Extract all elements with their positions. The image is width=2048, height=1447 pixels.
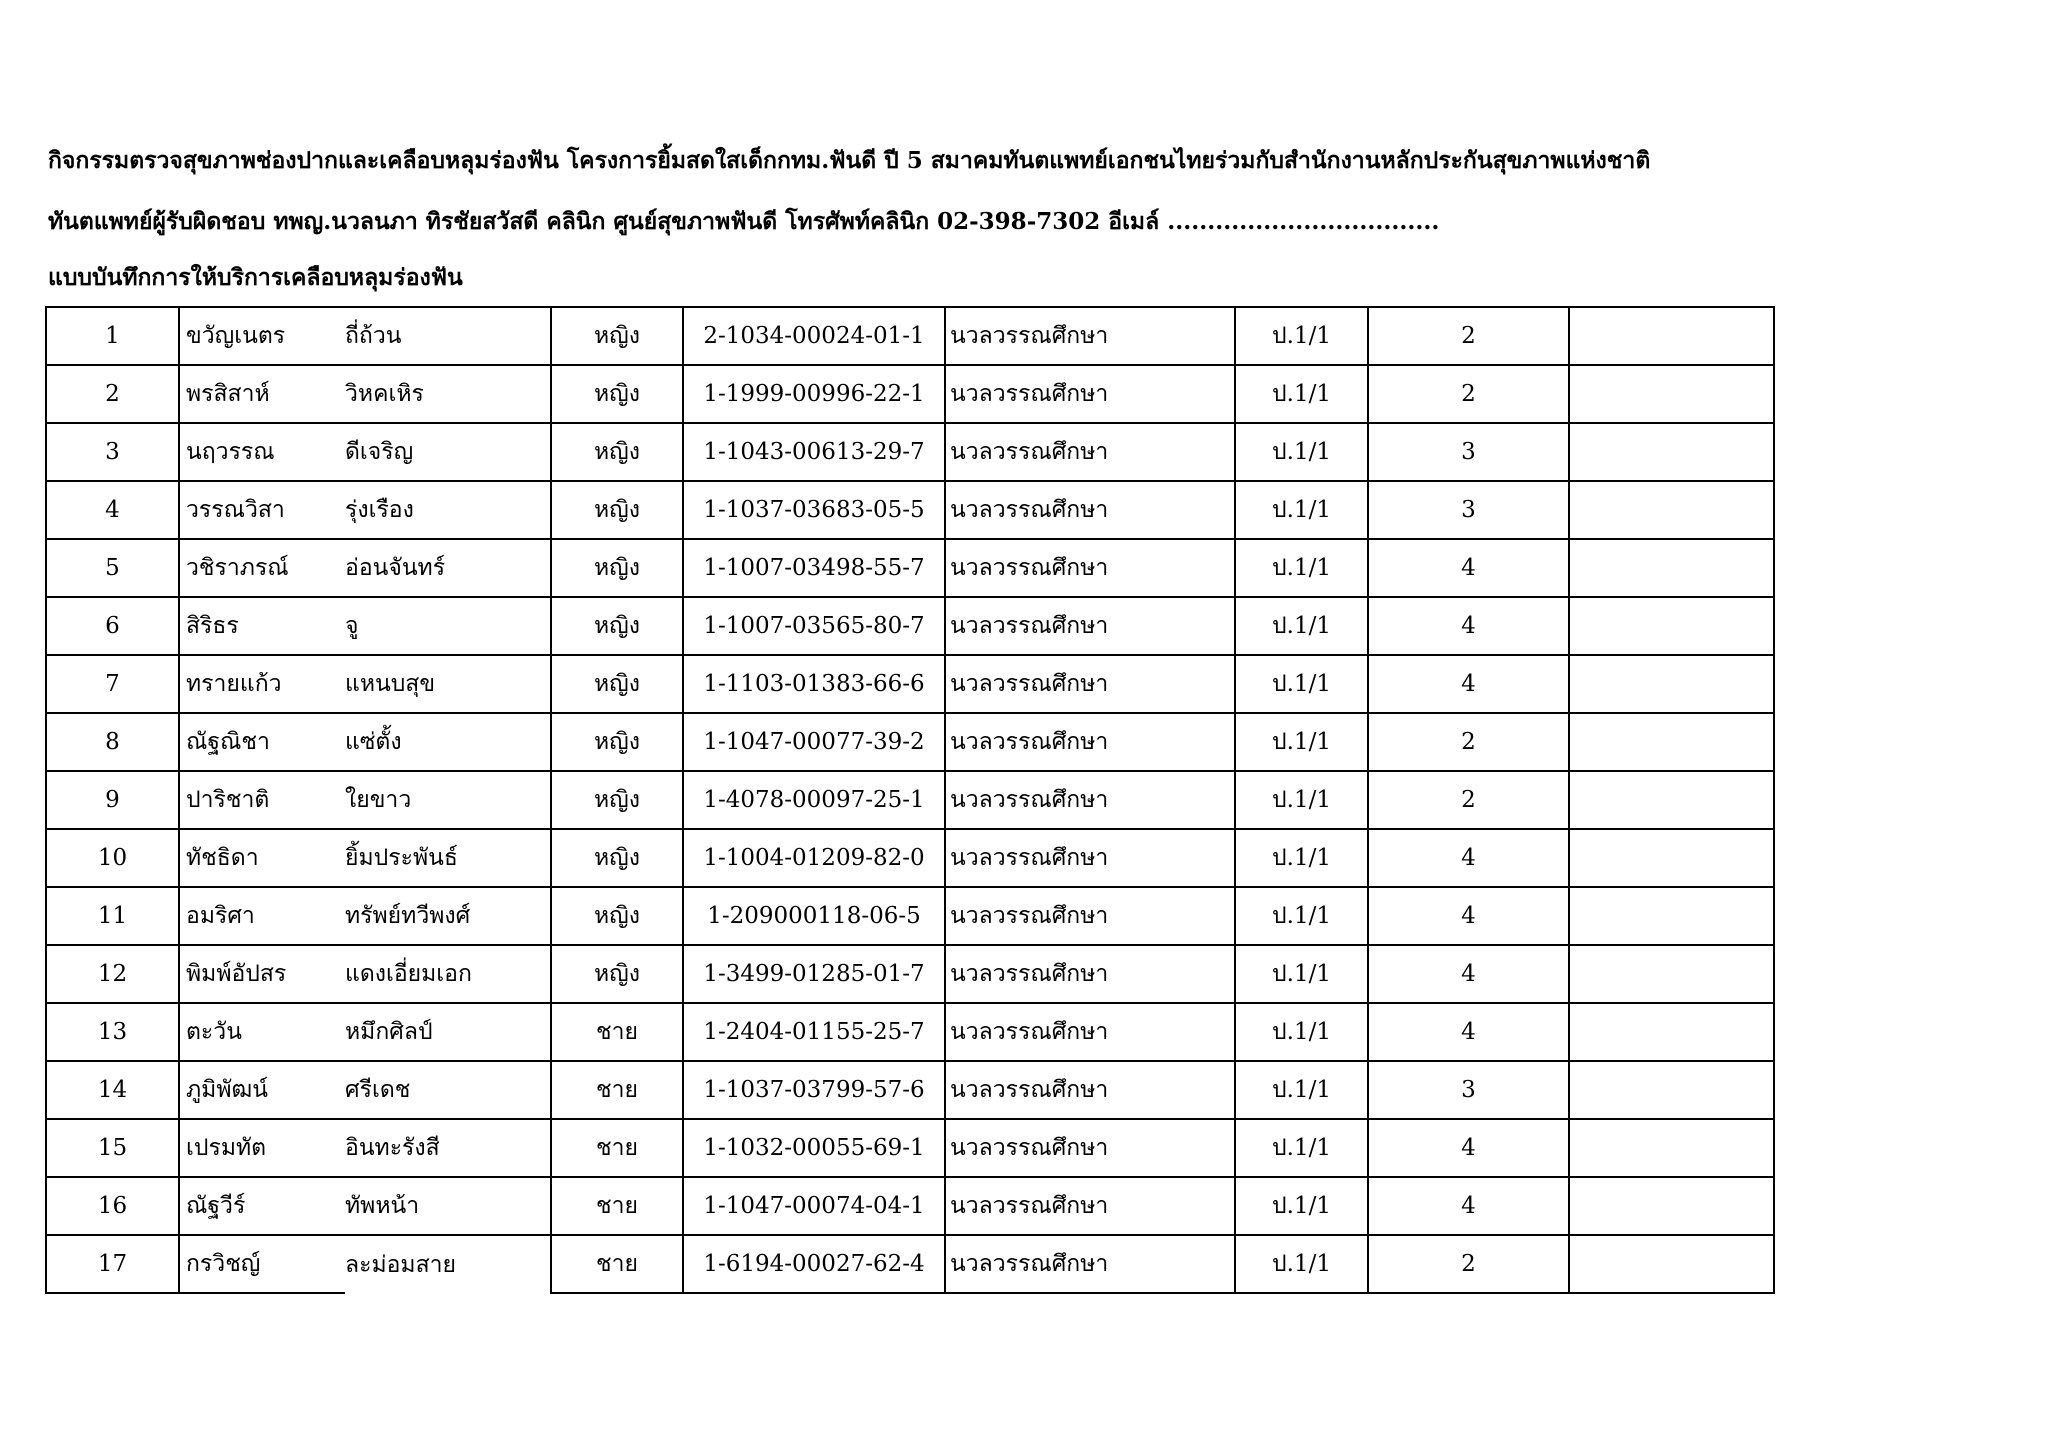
citizen-id-cell: 2-1034-00024-01-1 [683, 307, 945, 365]
score-cell: 4 [1368, 655, 1569, 713]
class-cell: ป.1/1 [1235, 945, 1368, 1003]
citizen-id-cell: 1-1007-03565-80-7 [683, 597, 945, 655]
row-number-cell: 11 [46, 887, 179, 945]
row-number-cell: 6 [46, 597, 179, 655]
last-name-cell: จู [345, 597, 551, 655]
last-name-cell: แหนบสุข [345, 655, 551, 713]
last-name-cell: แซ่ตั้ง [345, 713, 551, 771]
table-row [46, 713, 1774, 771]
school-cell: นวลวรรณศึกษา [945, 1003, 1235, 1061]
first-name-cell: ทรายแก้ว [179, 655, 345, 713]
school-cell: นวลวรรณศึกษา [945, 655, 1235, 713]
class-cell: ป.1/1 [1235, 1177, 1368, 1235]
first-name-cell: สิริธร [179, 597, 345, 655]
class-cell: ป.1/1 [1235, 365, 1368, 423]
note-cell [1569, 365, 1774, 423]
row-number-cell: 4 [46, 481, 179, 539]
note-cell [1569, 945, 1774, 1003]
gender-cell: หญิง [551, 423, 683, 481]
class-cell: ป.1/1 [1235, 1119, 1368, 1177]
last-name-cell: วิหคเหิร [345, 365, 551, 423]
gender-cell: หญิง [551, 539, 683, 597]
note-cell [1569, 1003, 1774, 1061]
school-cell: นวลวรรณศึกษา [945, 887, 1235, 945]
last-name-cell: หมึกศิลป์ [345, 1003, 551, 1061]
score-cell: 3 [1368, 423, 1569, 481]
citizen-id-cell: 1-209000118-06-5 [683, 887, 945, 945]
row-number-cell: 10 [46, 829, 179, 887]
row-number-cell: 12 [46, 945, 179, 1003]
score-cell: 3 [1368, 481, 1569, 539]
class-cell: ป.1/1 [1235, 307, 1368, 365]
citizen-id-cell: 1-1032-00055-69-1 [683, 1119, 945, 1177]
school-cell: นวลวรรณศึกษา [945, 1061, 1235, 1119]
table-row [46, 539, 1774, 597]
row-number-cell: 14 [46, 1061, 179, 1119]
gender-cell: ชาย [551, 1235, 683, 1293]
class-cell: ป.1/1 [1235, 771, 1368, 829]
gender-cell: หญิง [551, 597, 683, 655]
score-cell: 2 [1368, 307, 1569, 365]
gender-cell: หญิง [551, 307, 683, 365]
row-number-cell: 17 [46, 1235, 179, 1293]
first-name-cell: ทัชธิดา [179, 829, 345, 887]
score-cell: 4 [1368, 1119, 1569, 1177]
last-name-cell: ถี่ถ้วน [345, 307, 551, 365]
note-cell [1569, 887, 1774, 945]
gender-cell: หญิง [551, 771, 683, 829]
note-cell [1569, 481, 1774, 539]
row-number-cell: 1 [46, 307, 179, 365]
class-cell: ป.1/1 [1235, 1061, 1368, 1119]
citizen-id-cell: 1-1103-01383-66-6 [683, 655, 945, 713]
table-row [46, 945, 1774, 1003]
first-name-cell: ตะวัน [179, 1003, 345, 1061]
table-row [46, 1119, 1774, 1177]
table-row [46, 423, 1774, 481]
class-cell: ป.1/1 [1235, 655, 1368, 713]
citizen-id-cell: 1-6194-00027-62-4 [683, 1235, 945, 1293]
first-name-cell: ขวัญเนตร [179, 307, 345, 365]
school-cell: นวลวรรณศึกษา [945, 829, 1235, 887]
gender-cell: ชาย [551, 1003, 683, 1061]
note-cell [1569, 539, 1774, 597]
gender-cell: หญิง [551, 365, 683, 423]
score-cell: 4 [1368, 1177, 1569, 1235]
note-cell [1569, 771, 1774, 829]
first-name-cell: เปรมทัต [179, 1119, 345, 1177]
citizen-id-cell: 1-1004-01209-82-0 [683, 829, 945, 887]
first-name-cell: วรรณวิสา [179, 481, 345, 539]
row-number-cell: 5 [46, 539, 179, 597]
row-number-cell: 7 [46, 655, 179, 713]
row-number-cell: 15 [46, 1119, 179, 1177]
last-name-cell: ทัพหน้า [345, 1177, 551, 1235]
row-number-cell: 13 [46, 1003, 179, 1061]
class-cell: ป.1/1 [1235, 597, 1368, 655]
last-name-cell: ยิ้มประพันธ์ [345, 829, 551, 887]
table-row [46, 307, 1774, 365]
first-name-cell: นฤวรรณ [179, 423, 345, 481]
last-name-cell: ศรีเดช [345, 1061, 551, 1119]
last-name-cell: ดีเจริญ [345, 423, 551, 481]
school-cell: นวลวรรณศึกษา [945, 597, 1235, 655]
table-row [46, 481, 1774, 539]
class-cell: ป.1/1 [1235, 423, 1368, 481]
gender-cell: หญิง [551, 887, 683, 945]
note-cell [1569, 423, 1774, 481]
form-title: กิจกรรมตรวจสุขภาพช่องปากและเคลือบหลุมร่องฟัน โครงการยิ้มสดใสเด็กกทม.ฟันดี ปี 5 สมาคมทันตแพทย์เอกชนไทยร่วมกับสำนักงานหลักประกันสุขภาพแห่งชาติ [48, 147, 1651, 174]
citizen-id-cell: 1-2404-01155-25-7 [683, 1003, 945, 1061]
school-cell: นวลวรรณศึกษา [945, 1235, 1235, 1293]
class-cell: ป.1/1 [1235, 539, 1368, 597]
note-cell [1569, 713, 1774, 771]
school-cell: นวลวรรณศึกษา [945, 365, 1235, 423]
score-cell: 4 [1368, 597, 1569, 655]
form-subtitle: แบบบันทึกการให้บริการเคลือบหลุมร่องฟัน [48, 264, 463, 291]
citizen-id-cell: 1-1037-03799-57-6 [683, 1061, 945, 1119]
gender-cell: ชาย [551, 1177, 683, 1235]
first-name-cell: ณัฐณิชา [179, 713, 345, 771]
score-cell: 2 [1368, 1235, 1569, 1293]
school-cell: นวลวรรณศึกษา [945, 539, 1235, 597]
row-number-cell: 9 [46, 771, 179, 829]
table-row [46, 887, 1774, 945]
gender-cell: หญิง [551, 713, 683, 771]
class-cell: ป.1/1 [1235, 887, 1368, 945]
first-name-cell: วชิราภรณ์ [179, 539, 345, 597]
gender-cell: หญิง [551, 829, 683, 887]
score-cell: 2 [1368, 365, 1569, 423]
citizen-id-cell: 1-1047-00077-39-2 [683, 713, 945, 771]
gender-cell: หญิง [551, 481, 683, 539]
sealant-record-table [45, 306, 1775, 1294]
gender-cell: ชาย [551, 1061, 683, 1119]
school-cell: นวลวรรณศึกษา [945, 1177, 1235, 1235]
citizen-id-cell: 1-1047-00074-04-1 [683, 1177, 945, 1235]
score-cell: 4 [1368, 539, 1569, 597]
school-cell: นวลวรรณศึกษา [945, 481, 1235, 539]
row-number-cell: 8 [46, 713, 179, 771]
gender-cell: ชาย [551, 1119, 683, 1177]
score-cell: 4 [1368, 1003, 1569, 1061]
citizen-id-cell: 1-3499-01285-01-7 [683, 945, 945, 1003]
gender-cell: หญิง [551, 945, 683, 1003]
table-row [46, 1235, 1774, 1293]
row-number-cell: 2 [46, 365, 179, 423]
row-number-cell: 16 [46, 1177, 179, 1235]
school-cell: นวลวรรณศึกษา [945, 713, 1235, 771]
first-name-cell: พรสิสาห์ [179, 365, 345, 423]
school-cell: นวลวรรณศึกษา [945, 423, 1235, 481]
score-cell: 2 [1368, 713, 1569, 771]
last-name-cell: ใยขาว [345, 771, 551, 829]
table-row [46, 1177, 1774, 1235]
class-cell: ป.1/1 [1235, 1003, 1368, 1061]
last-name-cell: อ่อนจันทร์ [345, 539, 551, 597]
first-name-cell: ณัฐวีร์ [179, 1177, 345, 1235]
dentist-info: ทันตแพทย์ผู้รับผิดชอบ ทพญ.นวลนภา ทิรชัยสวัสดี คลินิก ศูนย์สุขภาพฟันดี โทรศัพท์คลินิก 02-398-7302 อีเมล์ .................................. [48, 208, 1440, 235]
last-name-cell: ละม่อมสาย [345, 1235, 551, 1293]
class-cell: ป.1/1 [1235, 713, 1368, 771]
last-name-cell: รุ่งเรือง [345, 481, 551, 539]
class-cell: ป.1/1 [1235, 1235, 1368, 1293]
score-cell: 4 [1368, 945, 1569, 1003]
citizen-id-cell: 1-1999-00996-22-1 [683, 365, 945, 423]
note-cell [1569, 597, 1774, 655]
last-name-cell: แดงเอี่ยมเอก [345, 945, 551, 1003]
citizen-id-cell: 1-1007-03498-55-7 [683, 539, 945, 597]
note-cell [1569, 1177, 1774, 1235]
score-cell: 4 [1368, 887, 1569, 945]
citizen-id-cell: 1-1037-03683-05-5 [683, 481, 945, 539]
score-cell: 3 [1368, 1061, 1569, 1119]
note-cell [1569, 307, 1774, 365]
last-name-cell: ทรัพย์ทวีพงศ์ [345, 887, 551, 945]
note-cell [1569, 1119, 1774, 1177]
first-name-cell: กรวิชญ์ [179, 1235, 345, 1293]
table-row [46, 829, 1774, 887]
first-name-cell: ปาริชาติ [179, 771, 345, 829]
gender-cell: หญิง [551, 655, 683, 713]
school-cell: นวลวรรณศึกษา [945, 945, 1235, 1003]
row-number-cell: 3 [46, 423, 179, 481]
table-row [46, 365, 1774, 423]
table-row [46, 655, 1774, 713]
score-cell: 2 [1368, 771, 1569, 829]
score-cell: 4 [1368, 829, 1569, 887]
school-cell: นวลวรรณศึกษา [945, 1119, 1235, 1177]
class-cell: ป.1/1 [1235, 829, 1368, 887]
first-name-cell: พิมพ์อัปสร [179, 945, 345, 1003]
table-row [46, 597, 1774, 655]
class-cell: ป.1/1 [1235, 481, 1368, 539]
citizen-id-cell: 1-1043-00613-29-7 [683, 423, 945, 481]
last-name-cell: อินทะรังสี [345, 1119, 551, 1177]
note-cell [1569, 1061, 1774, 1119]
table-row [46, 1061, 1774, 1119]
table-body [46, 307, 1774, 1293]
table-row [46, 1003, 1774, 1061]
citizen-id-cell: 1-4078-00097-25-1 [683, 771, 945, 829]
school-cell: นวลวรรณศึกษา [945, 771, 1235, 829]
first-name-cell: อมริศา [179, 887, 345, 945]
note-cell [1569, 1235, 1774, 1293]
table-row [46, 771, 1774, 829]
note-cell [1569, 655, 1774, 713]
note-cell [1569, 829, 1774, 887]
school-cell: นวลวรรณศึกษา [945, 307, 1235, 365]
first-name-cell: ภูมิพัฒน์ [179, 1061, 345, 1119]
